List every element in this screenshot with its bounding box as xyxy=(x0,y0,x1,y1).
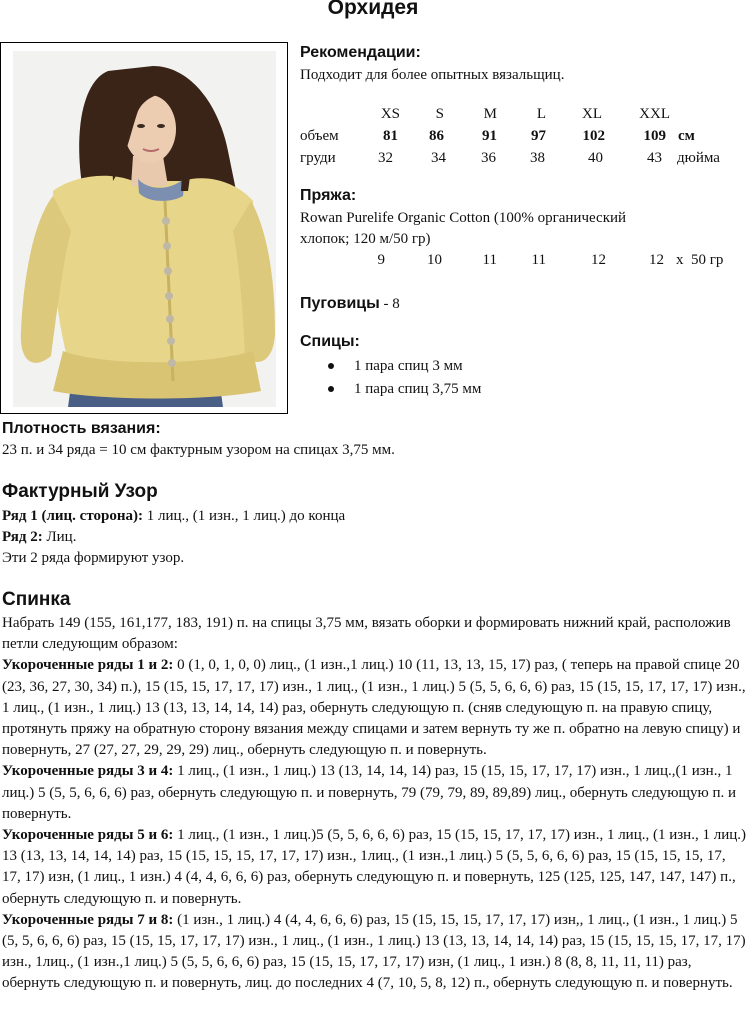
pattern-row-1-text: 1 лиц., (1 изн., 1 лиц.) до конца xyxy=(142,508,346,524)
bust-in-value: 36 xyxy=(481,150,496,166)
bust-cm-label: объем xyxy=(300,128,339,144)
yarn-qty: 12 xyxy=(591,252,606,268)
needles-heading: Спицы: xyxy=(300,333,360,350)
back-rows-1-2 xyxy=(2,655,746,761)
photo-frame xyxy=(0,42,288,414)
back-rows-7-8-text: (1 изн., 1 лиц.) 4 (4, 4, 6, 6, 6) раз, 15 (15, 15, 15, 17, 17, 17) изн,, 1 лиц., (1 изн., 1 лиц.) 5 (5, 5, 6, 6, 6) раз, 15 (15, 15, 17, 17, 17) изн., 1 лиц., (1 изн., 1 лиц.) 13 (13, 13, 14, 14, 14) раз, 15 (15, 15, 15, 17, 17, 17) изн., 1лиц., (1 изн.,1 лиц.) 5 (5, 5, 6, 6, 6) раз, 15 (15, 15, 17, 17, 17) изн, (1 лиц., 1 изн.) 8 (8, 8, 11, 11, 11) раз, обернуть следующую п. и повернуть, лиц. до последних 4 (7, 10, 5, 8, 12) п., обернуть следующую п. и повернуть. xyxy=(2,911,746,992)
back-rows-5-6-label: Укороченные ряды 5 и 6: xyxy=(2,827,174,844)
pattern-row-2 xyxy=(2,527,76,548)
pattern-note: Эти 2 ряда формируют узор. xyxy=(2,550,185,566)
bust-cm-value: 81 xyxy=(383,128,398,144)
size-label: XL xyxy=(582,106,602,122)
back-rows-7-8-label: Укороченные ряды 7 и 8: xyxy=(2,911,174,928)
buttons-row xyxy=(300,293,400,315)
size-label: L xyxy=(536,106,546,122)
bust-cm-value: 86 xyxy=(429,128,444,144)
bust-cm-value: 91 xyxy=(482,128,497,144)
back-rows-1-2-label: Укороченные ряды 1 и 2: xyxy=(2,657,174,674)
pattern-row-2-label: Ряд 2: xyxy=(2,529,43,545)
document-title: Орхидея xyxy=(327,0,419,19)
back-rows-3-4 xyxy=(2,761,746,825)
back-intro: Набрать 149 (155, 161,177, 183, 191) п. на спицы 3,75 мм, вязать оборки и формировать нижний край, расположив петли следующим образом: xyxy=(2,615,731,653)
needles-item: 1 пара спиц 3,75 мм xyxy=(300,378,700,401)
pattern-row-1 xyxy=(2,506,345,527)
yarn-unit: x 50 гр xyxy=(676,252,724,268)
bust-cm-value: 97 xyxy=(531,128,546,144)
size-label: XXL xyxy=(639,106,670,122)
needles-list xyxy=(300,355,700,401)
yarn-line-2: хлопок; 120 м/50 гр) xyxy=(300,231,431,247)
pattern-row-1-label: Ряд 1 (лиц. сторона): xyxy=(2,508,143,524)
back-heading: Спинка xyxy=(2,589,71,610)
back-rows-5-6 xyxy=(2,825,746,910)
yarn-qty: 9 xyxy=(377,252,385,268)
yarn-qty: 10 xyxy=(427,252,442,268)
back-rows-3-4-text: 1 лиц., (1 изн., 1 лиц.) 13 (13, 14, 14, 14) раз, 15 (15, 15, 17, 17, 17) изн., 1 лиц.,(1 изн., 1 лиц.) 5 (5, 5, 6, 6, 6) раз, обернуть следующую п. и повернуть, 79 (79, 79, 89, 89,89) лиц., обернуть следующую п. и повернуть. xyxy=(2,763,737,822)
bust-in-value: 43 xyxy=(647,150,662,166)
bust-in-value: 38 xyxy=(530,150,545,166)
bust-cm-unit: см xyxy=(678,128,695,144)
yarn-qty: 11 xyxy=(482,252,497,268)
pattern-row-2-text: Лиц. xyxy=(42,529,77,545)
back-rows-1-2-text: 0 (1, 0, 1, 0, 0) лиц., (1 изн.,1 лиц.) 10 (11, 13, 13, 15, 17) раз, ( теперь на правой спице 20 (23, 36, 27, 30, 34) п.), 15 (15, 15, 17, 17, 17) изн., 1 лиц., (1 изн., 1 лиц.) 5 (5, 5, 6, 6, 6) раз, 15 (15, 15, 17, 17, 17) изн., 1 лиц., (1 изн., 1 лиц.) 13 (13, 13, 14, 14, 14) раз, обернуть следующую п. (сняв следующую п. на правую спицу, протянуть пряжу на обратную сторону вязания между спицами и затем вернуть ту же п. обратно на левую спицу) и повернуть, 27 (27, 27, 29, 29, 29) лиц., обернуть следующую п. и повернуть. xyxy=(2,657,746,759)
bust-in-unit: дюйма xyxy=(677,150,720,166)
bust-in-label: груди xyxy=(300,150,336,166)
gauge-heading: Плотность вязания: xyxy=(2,420,161,437)
buttons-heading: Пуговицы xyxy=(300,295,380,312)
back-rows-7-8 xyxy=(2,910,746,995)
bust-in-value: 32 xyxy=(378,150,393,166)
back-body xyxy=(2,613,746,995)
size-label: M xyxy=(483,106,497,122)
pattern-heading: Фактурный Узор xyxy=(2,481,158,502)
recommendations-text: Подходит для более опытных вязальщиц. xyxy=(300,67,565,83)
yarn-heading: Пряжа: xyxy=(300,187,357,204)
size-label: S xyxy=(435,106,444,122)
recommendations-heading: Рекомендации: xyxy=(300,44,421,61)
back-rows-3-4-label: Укороченные ряды 3 и 4: xyxy=(2,763,174,780)
size-table xyxy=(0,106,746,172)
size-label: XS xyxy=(380,106,400,122)
bust-cm-value: 109 xyxy=(643,128,666,144)
model-photo xyxy=(13,51,276,407)
needles-item: 1 пара спиц 3 мм xyxy=(300,355,700,378)
yarn-quantities xyxy=(0,252,746,274)
yarn-qty: 12 xyxy=(649,252,664,268)
bust-cm-value: 102 xyxy=(582,128,605,144)
back-rows-5-6-text: 1 лиц., (1 изн., 1 лиц.)5 (5, 5, 6, 6, 6) раз, 15 (15, 15, 17, 17, 17) изн., 1 лиц., (1 изн., 1 лиц.) 13 (13, 13, 14, 14, 14) раз, 15 (15, 15, 15, 17, 17, 17) изн., 1лиц., (1 изн.,1 лиц.) 5 (5, 5, 6, 6, 6) раз, 15 (15, 15, 15, 17, 17, 17) изн, (1 лиц., 1 изн.) 4 (4, 4, 6, 6, 6) раз, обернуть следующую п. и повернуть, 125 (125, 125, 147, 147, 147) п., обернуть следующую п. и повернуть. xyxy=(2,827,746,907)
bust-in-value: 34 xyxy=(431,150,446,166)
bust-in-value: 40 xyxy=(588,150,603,166)
yarn-qty: 11 xyxy=(531,252,546,268)
buttons-value: - 8 xyxy=(379,296,400,312)
gauge-text: 23 п. и 34 ряда = 10 см фактурным узором на спицах 3,75 мм. xyxy=(2,442,395,458)
yarn-line-1: Rowan Purelife Organic Cotton (100% органический xyxy=(300,210,627,226)
